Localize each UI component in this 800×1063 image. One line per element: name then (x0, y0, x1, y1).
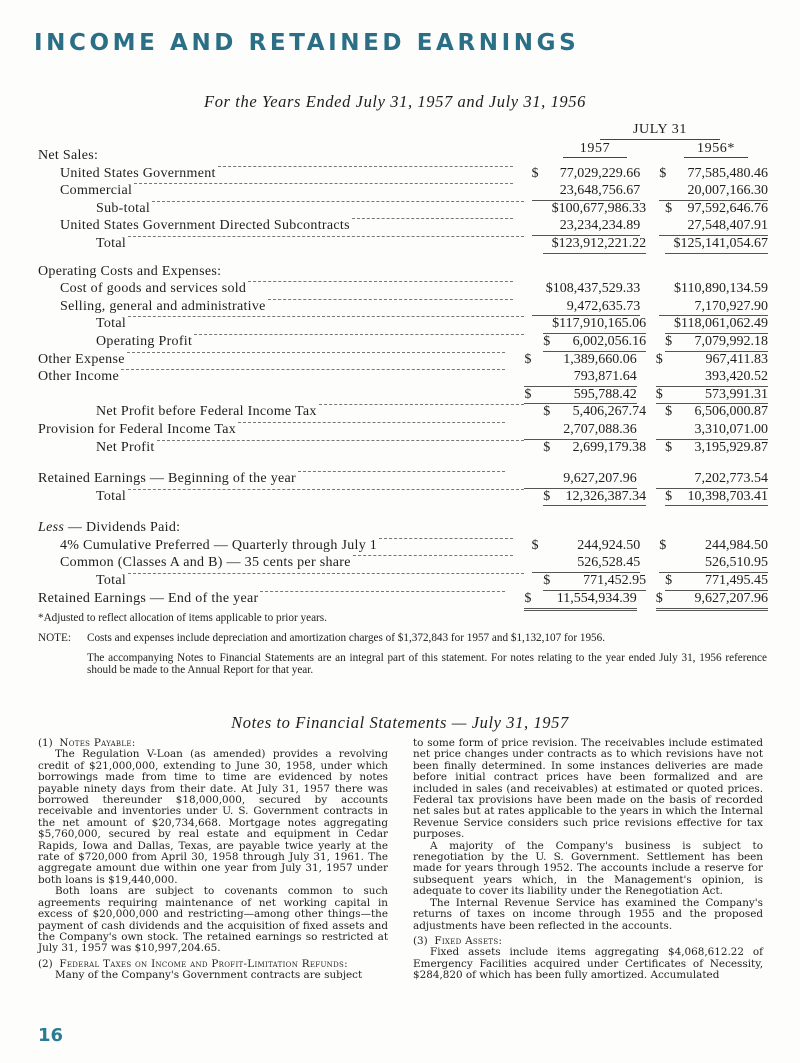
table-row-opcost-total: Total $117,910,165.06 $118,061,062.49 (96, 316, 768, 332)
leader-dots (128, 572, 524, 574)
asterisk-footnote: *Adjusted to reflect allocation of items applicable to prior years. (38, 612, 327, 624)
leader-dots (319, 403, 525, 405)
page-number: 16 (38, 1025, 64, 1046)
table-row-net-profit: Net Profit $ 2,699,179.38 $ 3,195,929.87 (96, 439, 768, 455)
section-heading: Operating Costs and Expenses: (38, 263, 222, 279)
table-row-cogs: Cost of goods and services sold $108,437,529.33 $110,890,134.59 (60, 281, 768, 297)
note-2-paragraph-2: A majority of the Company's business is subject to renegotiation by the U. S. Government. Settlement has been made for years through 1952. The accounts include a reserve for subsequent years which, in the Management's opinion, is adequate to cover its liability under the Renegotiation Act. (413, 839, 763, 898)
table-row-common-dividends: Common (Classes A and B) — 35 cents per share 526,528.45 526,510.95 (60, 555, 768, 571)
leader-dots (128, 235, 524, 237)
notes-column-right (413, 738, 763, 982)
table-row-re-total: Total $ 12,326,387.34 $ 10,398,703.41 (96, 488, 768, 504)
leader-dots (298, 470, 505, 472)
table-row-other-income: Other Income 793,871.64 393,420.52 (38, 369, 768, 385)
notes-column-left (38, 738, 388, 982)
leader-dots (128, 488, 524, 490)
section-heading: Net Sales: (38, 148, 99, 163)
table-row-dividends-total: Total $ 771,452.95 $ 771,495.45 (96, 573, 768, 589)
leader-dots (218, 165, 513, 167)
note-1-heading: (1) Notes Payable: (38, 737, 136, 749)
leader-dots (194, 333, 524, 335)
note-1-paragraph-2: Both loans are subject to covenants common to such agreements requiring maintenance of net working capital in excess of $20,000,000 and restricting—among other things—the payment of cash dividends and the acquisition of fixed assets and the Company's own stock. The retained earnings so restricted at July 31, 1957 was $10,997,204.65. (38, 885, 388, 955)
table-row-commercial: Commercial 23,648,756.67 20,007,166.30 (60, 183, 768, 199)
table-row-re-end: Retained Earnings — End of the year $ 11,554,934.39 $ 9,627,207.96 (38, 590, 768, 606)
income-statement-table (38, 147, 768, 607)
leader-dots (268, 298, 513, 300)
table-row-preferred-dividends: 4% Cumulative Preferred — Quarterly through July 1 $ 244,924.50 $ 244,984.50 (60, 537, 768, 553)
column-header-1957: 1957 (563, 141, 627, 158)
leader-dots (128, 315, 524, 317)
table-row-pretax-profit: Net Profit before Federal Income Tax $ 5,406,267.74 $ 6,506,000.87 (96, 404, 768, 420)
statement-subtitle: For the Years Ended July 31, 1957 and July 31, 1956 (204, 92, 586, 111)
leader-dots (238, 421, 505, 423)
leader-dots (157, 439, 525, 441)
table-row-operating-profit: Operating Profit $ 6,002,056.16 $ 7,079,992.18 (96, 333, 768, 349)
leader-dots (352, 217, 513, 219)
table-row-sales-total: Total $123,912,221.22 $125,141,054.67 (96, 235, 768, 251)
leader-dots (134, 182, 512, 184)
note-3-heading: (3) Fixed Assets: (413, 934, 503, 947)
column-group-header: JULY 31 (600, 122, 720, 140)
note-3-paragraph-1: Fixed assets include items aggregating $4,068,612.22 of Emergency Facilities acquired under Certificates of Necessity, $284,820 of which has been fully amortized. Accumulated (413, 946, 763, 982)
note-1-paragraph-1: The Regulation V-Loan (as amended) provides a revolving credit of $21,000,000, extending to June 30, 1958, under which borrowings made from time to time are evidenced by notes payable ninety days from their date. At July 31, 1957 there was borrowed thereunder $18,000,000, secured by accounts receivable and inventories under U. S. Government contracts in the net amount of $20,734,668. Mortgage notes aggregating $5,760,000, secured by real estate and equipment in Cedar Rapids, Iowa and Dallas, Texas, are payable twice yearly at the rate of $720,000 from April 30, 1958 through July 31, 1961. The aggregate amount due within one year from July 31, 1957 under both loans is $19,440,000. (38, 748, 388, 886)
leader-dots (121, 368, 505, 370)
leader-dots (127, 351, 506, 353)
table-row-re-beginning: Retained Earnings — Beginning of the year 9,627,207.96 7,202,773.54 (38, 471, 768, 487)
page-title: INCOME AND RETAINED EARNINGS (34, 30, 580, 56)
table-row-subtotal: Sub-total $100,677,986.33 $ 97,592,646.76 (96, 200, 768, 216)
note-2-paragraph-3: The Internal Revenue Service has examined the Company's returns of taxes on income through 1955 and the proposed adjustments have been reflected in the accounts. (413, 896, 763, 932)
table-row-income-tax: Provision for Federal Income Tax 2,707,088.36 3,310,071.00 (38, 421, 768, 437)
depreciation-note: NOTE: Costs and expenses include depreciation and amortization charges of $1,372,843 for 1957 and $1,132,107 for 1956. (38, 632, 606, 644)
table-row-gov-directed: United States Government Directed Subcontracts 23,234,234.89 27,548,407.91 (60, 218, 768, 234)
column-header-1956: 1956* (684, 141, 748, 158)
accompanying-notes-statement: The accompanying Notes to Financial Statements are an integral part of this statement. For notes relating to the year ended July 31, 1956 reference should be made to the Annual Report for that year. (87, 652, 767, 676)
table-row-other-net: $ 595,788.42 $ 573,991.31 (524, 386, 768, 402)
notes-heading: Notes to Financial Statements — July 31, 1957 (231, 713, 569, 732)
leader-dots (152, 200, 524, 202)
note-2-paragraph-1-cont: to some form of price revision. The receivables include estimated net price changes under contracts as to which revisions have not been finally determined. In some instances deliveries are made before initial contract prices have been formalized and are included in sales (and receivables) at estimated or quoted prices. Federal tax provisions have been made on the basis of recorded net sales but at rates applicable to the years in which the Internal Revenue Service considers such price revisions effective for tax purposes. (413, 737, 763, 841)
section-heading: Less — Dividends Paid: (38, 520, 181, 536)
table-row-other-expense: Other Expense $ 1,389,660.06 $ 967,411.83 (38, 351, 768, 367)
leader-dots (353, 554, 513, 556)
note-2-heading: (2) Federal Taxes on Income and Profit-Limitation Refunds: (38, 957, 348, 970)
table-row-sga: Selling, general and administrative 9,472,635.73 7,170,927.90 (60, 298, 768, 314)
note-2-paragraph-1-start: Many of the Company's Government contracts are subject (55, 969, 363, 982)
leader-dots (379, 537, 512, 539)
table-row-us-government: United States Government $ 77,029,229.66 $ 77,585,480.46 (60, 165, 768, 181)
leader-dots (248, 280, 512, 282)
leader-dots (260, 590, 505, 592)
